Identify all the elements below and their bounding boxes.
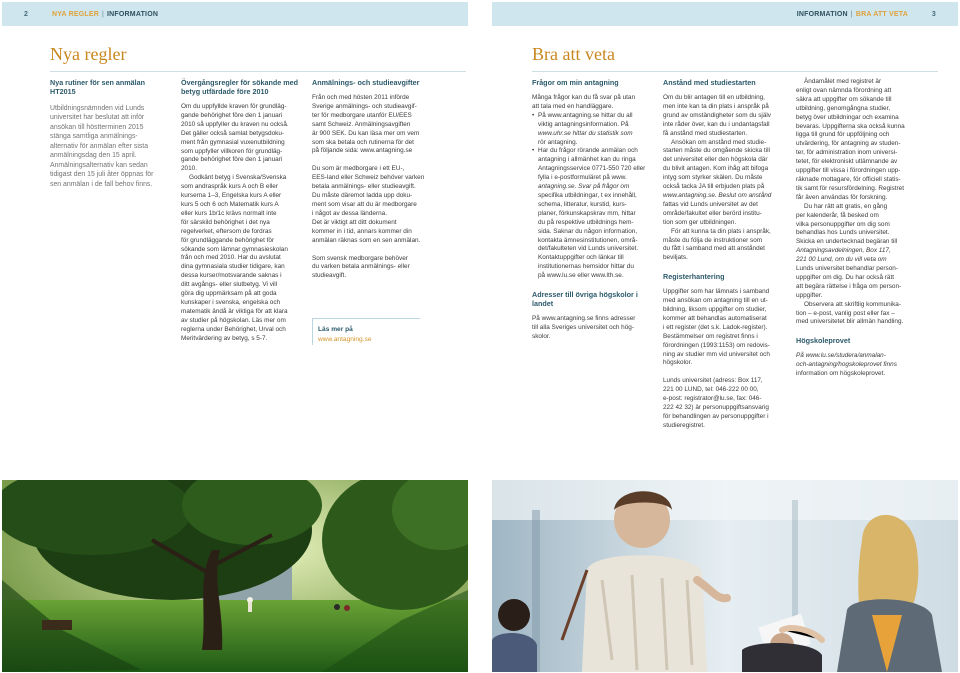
spread-gutter: [476, 0, 484, 673]
right-header-label: INFORMATION | BRA ATT VETA: [796, 10, 908, 18]
deferment-para3: För att kunna ta din plats i anspråk, måste du följa de instruktioner som du fått i samband med att anståndet beviljats.: [663, 227, 771, 262]
registry-purpose-para2: Du har rätt att gratis, en gång per kalenderår, få besked om vilka personuppgifter om dig som behandlas hos Lunds universitet. Skicka en undertecknad begäran till Antagningsavdelningen, Box 117, 221 00 Lund, om du vill veta om Lunds universitet behandlar person- uppgifter om dig. Du har också rätt att begära rättelse i fråga om person- uppgifter.: [796, 202, 902, 299]
campus-park-image: [2, 480, 468, 672]
page-title-left: Nya regler: [50, 44, 127, 64]
right-title-divider: [532, 71, 938, 72]
registry-purpose-para1: Ändamålet med registret är enligt ovan nämnda förordning att säkra att uppgifter om sökande till utbildning, genomgångna studier, betyg över utbildningar och examina bevaras. Uppgifterna ska också kunna ligga till grund för uppföljning och utvärdering, för antagning av studen- ter, för administration inom universi- tetet, för elektroniskt utlämnande av uppgifter till vissa i förordningen upp- räknade mottagare, för officiell statis- tik samt för resursfördelning. Registret får även användas för forskning.: [796, 78, 905, 201]
fees-para3: Som svensk medborgare behöver du varken betala anmälnings- eller studieavgift.: [312, 254, 410, 280]
page-title-right: Bra att veta: [532, 44, 615, 64]
read-more-label: Läs mer på: [318, 326, 353, 333]
list-item: • På www.antagning.se hittar du all viktig antagningsinformation. På www.uhr.se hittar du statistik som rör antagning.: [532, 112, 650, 148]
left-header-bar: [2, 2, 468, 26]
intro-text: Utbildningsnämnden vid Lunds universitet har beslutat att inför ansökan till höstterminen 2015 stänga samtliga anmälnings- alternativ för anmälan efter sista anmälningsdag den 15 april. Anmälningsalternativ kan sedan tidigast den 15 juli åter öppnas för sen anmälan i de fall behov finns.: [50, 104, 154, 188]
hogskoleprovet-heading: Högskoleprovet: [796, 336, 851, 346]
deferment-heading: Anstånd med studiestarten: [663, 78, 756, 87]
intro-column: [50, 78, 162, 189]
right-header-category: INFORMATION: [796, 10, 848, 18]
other-universities-text: På www.antagning.se finns adresser till alla Sveriges universitet och hög- skolor.: [532, 315, 636, 340]
read-more-box: [312, 318, 420, 345]
hogskoleprovet-text: På www.lu.se/studera/anmalan- och-antagning/hogskoleprovet finns information om högskoleprovet.: [796, 352, 897, 378]
transition-rules-heading: Övergångsregler för sökande med betyg utfärdade före 2010: [181, 78, 299, 96]
campus-park-photo: [2, 480, 468, 672]
left-title-divider: [50, 71, 466, 72]
fees-para1: Från och med hösten 2011 införde Sverige anmälnings- och studieavgif- ter för medborgare utanför EU/EES samt Schweiz. Anmälningsavgiften är 900 SEK. Du kan läsa mer om vem som ska betala och rutinerna för det på följande sida: www.antagning.se: [312, 94, 420, 155]
registry-heading: Registerhantering: [663, 272, 725, 282]
right-page: [484, 0, 960, 673]
admission-questions-list: [532, 112, 650, 281]
students-image: [492, 480, 958, 672]
fees-heading: Anmälnings- och studieavgifter: [312, 78, 420, 87]
antagning-link[interactable]: www.antagning.se: [318, 336, 372, 343]
deferment-column: [663, 78, 785, 431]
admission-questions-column: [532, 78, 650, 342]
registry-purpose-para3: Observera att skriftlig kommunika- tion – e-post, vanlig post eller fax – med universitetet blir allmän handling.: [796, 300, 904, 326]
registry-purpose-column: [796, 78, 924, 379]
left-page: [0, 0, 476, 673]
left-header-category: INFORMATION: [107, 10, 159, 18]
deferment-para2: Ansökan om anstånd med studie- starten måste du omgående skicka till det universitet eller den högskola där du blivit antagen. Kom ihåg att bifoga intyg som styrker skälen. Du måste också tacka JA till erbjuden plats på www.antagning.se. Beslut om anstånd fattas vid Lunds universitet av det område/fakultet eller berörd institu- tion som ger utbildningen.: [663, 138, 772, 226]
page-number-right: 3: [931, 10, 936, 18]
deferment-para1: Om du blir antagen till en utbildning, men inte kan ta din plats i anspråk på grund av omständigheter som du själv inte råder över, kan du i undantagsfall få anstånd med studiestarten.: [663, 94, 771, 137]
intro-heading: Nya rutiner för sen anmälan HT2015: [50, 78, 146, 97]
fees-column: [312, 78, 437, 281]
registry-para2: Lunds universitet (adress: Box 117, 221 00 LUND, tel: 046-222 00 00, e-post: registrator@lu.se, fax: 046- 222 42 32) är personuppgiftsansvarig för behandlingen av personuppgifter i studieregistret.: [663, 377, 769, 429]
right-header-bar: [492, 2, 958, 26]
right-header-section: BRA ATT VETA: [855, 10, 908, 18]
admission-questions-heading: Frågor om min antagning: [532, 78, 619, 87]
fees-para2: Du som är medborgare i ett EU-, EES-land eller Schweiz behöver varken betala anmälnings- eller studieavgift. Du måste däremot ladda upp doku- ment som visar att du är medborgare i något av dessa länderna. Det är viktigt att ditt dokument kommer in i tid, annars kommer din anmälan räknas som en sen anmälan.: [312, 165, 425, 244]
transition-rules-para2: Godkänt betyg i Svenska/Svenska som andraspråk kurs A och B eller kurserna 1–3, Engelska kurs A eller kurs 5 och 6 och Matematik kurs A eller kurs 1b/1c krävs normalt inte för särskild behörighet i det nya regelverket, eftersom de fordras för grundläggande behörighet för sökande som lämnar gymnasieskolan från och med 2010. Har du avslutat dina gymnasiala studier tidigare, kan dessa kurser/motsvarande saknas i ditt avgångs- eller slutbetyg. Vi vill göra dig uppmärksam på att goda kunskaper i svenska, engelska och matematik ändå är viktiga för att klara av studier på högskolan. Läs mer om reglerna under Behörighet, Urval och Meritvärdering av betyg, s 5-7.: [181, 174, 288, 342]
list-item: • Har du frågor rörande anmälan och antagning i allmänhet kan du ringa Antagningsservice 0771-550 720 eller fylla i e-postformuläret på www. antagning.se. Svar på frågor om specifika utbildningar, t ex innehåll, schema, litteratur, kurstid, kurs- planer, förkunskapskrav mm, hittar du på respektive utbildnings hem- sida. Saknar du någon information, kontakta ämnesinstitutionen, områ- det/fakulteten vid Lunds universitet. Kontaktuppgifter och länkar till institutionernas hemsidor hittar du på www.lu.se eller www.lth.se.: [532, 147, 650, 281]
transition-rules-column: [181, 78, 299, 343]
admission-questions-intro: Många frågor kan du få svar på utan att tala med en handläggare.: [532, 94, 636, 110]
page-number-left: 2: [24, 10, 29, 18]
other-universities-heading: Adresser till övriga högskolor i landet: [532, 290, 638, 309]
left-header-label: NYA REGLER | INFORMATION: [52, 10, 159, 18]
registry-para1: Uppgifter som har lämnats i samband med ansökan om antagning till en ut- bildning, liksom uppgifter om studier, kommer att behandlas automatiserat i ett register (det s.k. Ladok-register). Bestämmelser om registret finns i förordningen (1993:1153) om redovis- ning av studier mm vid universitet och högskolor.: [663, 288, 770, 367]
left-header-section: NYA REGLER: [52, 10, 99, 18]
transition-rules-para1: Om du uppfyllde kraven för grundläg- gande behörighet före den 1 januari 2010 så uppfyller du kraven nu också. Det gäller också samlat betygsdoku- ment från gymnasial vuxenutbildning som uppfyller villkoren för grundläg- gande behörighet före den 1 januari 2010.: [181, 103, 289, 173]
students-photo: [492, 480, 958, 672]
